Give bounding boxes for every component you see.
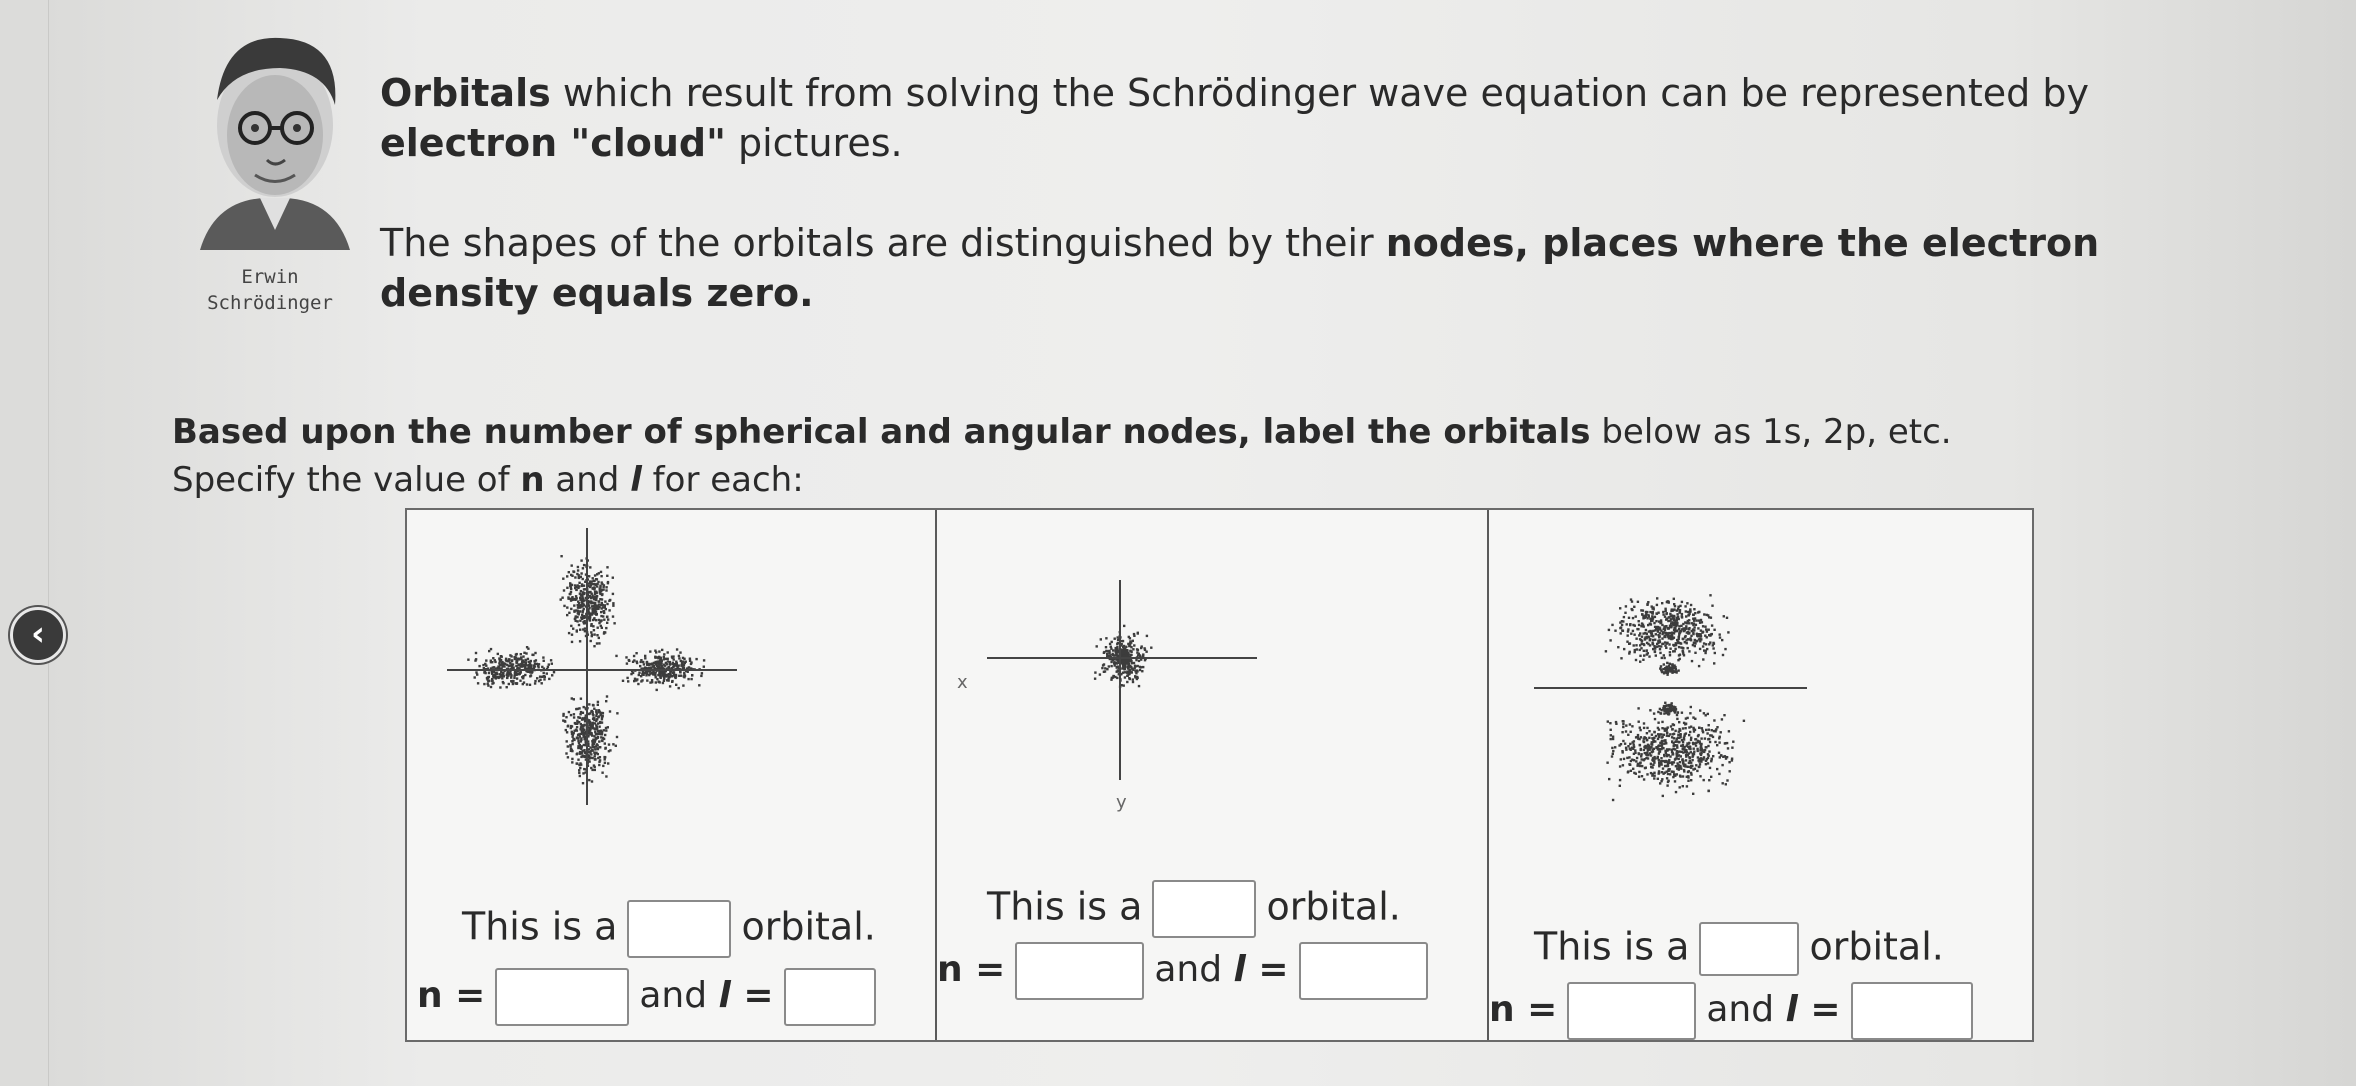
n-label: n = xyxy=(1489,989,1558,1030)
orbital-table xyxy=(405,508,2034,1042)
orbital-sentence-1 xyxy=(462,900,876,958)
this-is-a-label: This is a xyxy=(1534,924,1690,969)
nodes-text: The shapes of the orbitals are distinguished by their xyxy=(380,221,1386,265)
collapse-arrow-icon[interactable]: ‹ xyxy=(10,607,66,663)
instructions-l: l xyxy=(630,460,642,500)
orbital-cell-1 xyxy=(407,510,935,1040)
orbital-cell-2 xyxy=(937,510,1487,1040)
instructions-line-2 xyxy=(172,458,804,502)
l-label: l = xyxy=(1785,989,1841,1030)
intro-paragraph-2 xyxy=(380,218,2230,318)
x-axis-label: x xyxy=(957,672,968,693)
instructions-specify: Specify the value of xyxy=(172,460,521,500)
l-label: l = xyxy=(718,975,774,1016)
orbital-sentence-3 xyxy=(1534,922,1944,976)
intro-bold-electron-cloud: electron "cloud" xyxy=(380,121,726,165)
orbital-cell-3 xyxy=(1489,510,2032,1040)
l-input-2[interactable] xyxy=(1299,942,1428,1000)
caption-first-name: Erwin xyxy=(241,266,299,288)
n-label: n = xyxy=(937,949,1006,990)
n-label: n = xyxy=(417,975,486,1016)
and-label: and xyxy=(1706,989,1775,1030)
l-input-3[interactable] xyxy=(1851,982,1973,1040)
orbital-lobe-dense xyxy=(1659,662,1680,676)
orbital-lobe xyxy=(1606,706,1745,801)
instructions-end: for each: xyxy=(641,460,804,500)
quantum-numbers-3 xyxy=(1489,982,1983,1040)
this-is-a-label: This is a xyxy=(462,904,618,949)
n-input-1[interactable] xyxy=(495,968,629,1026)
instructions-rest: below as 1s, 2p, etc. xyxy=(1590,412,1952,452)
instructions-n: n xyxy=(520,460,545,500)
and-label: and xyxy=(639,975,708,1016)
orbital-lobe-dense xyxy=(1659,702,1679,717)
s-orbital-cloud xyxy=(947,550,1257,820)
orbital-lobe xyxy=(467,646,555,689)
nodes-bold-definition: nodes, places where the electron density equals zero. xyxy=(380,221,2100,315)
orbital-input-1[interactable] xyxy=(627,900,731,958)
and-label: and xyxy=(1154,949,1223,990)
intro-paragraph-1 xyxy=(380,68,2230,168)
instructions-bold: Based upon the number of spherical and angular nodes, label the orbitals xyxy=(172,412,1591,452)
intro-text: which result from solving the Schrödinger wave equation can be represented by xyxy=(550,71,2089,115)
orbital-input-3[interactable] xyxy=(1699,922,1799,976)
orbital-label: orbital. xyxy=(1266,884,1401,929)
this-is-a-label: This is a xyxy=(987,884,1143,929)
portrait-caption xyxy=(190,264,350,316)
n-input-3[interactable] xyxy=(1567,982,1696,1040)
instructions-and: and xyxy=(544,460,631,500)
orbital-lobe xyxy=(562,695,619,784)
caption-last-name: Schrödinger xyxy=(207,292,333,314)
quantum-numbers-2 xyxy=(937,942,1438,1000)
orbital-input-2[interactable] xyxy=(1152,880,1256,938)
d-orbital-cloud xyxy=(437,520,747,810)
intro-text-end: pictures. xyxy=(725,121,903,165)
intro-bold-orbitals: Orbitals xyxy=(380,71,551,115)
y-axis-label: y xyxy=(1116,792,1127,813)
orbital-label: orbital. xyxy=(741,904,876,949)
p-orbital-cloud xyxy=(1529,550,1809,850)
schrodinger-portrait xyxy=(195,30,355,250)
instructions-line-1 xyxy=(172,410,1952,454)
orbital-label: orbital. xyxy=(1809,924,1944,969)
orbital-lobe xyxy=(1605,594,1730,667)
quantum-numbers-1 xyxy=(417,968,886,1026)
left-sidebar xyxy=(0,0,49,1086)
n-input-2[interactable] xyxy=(1015,942,1144,1000)
l-label: l = xyxy=(1233,949,1289,990)
l-input-1[interactable] xyxy=(784,968,876,1026)
orbital-sentence-2 xyxy=(987,880,1401,938)
